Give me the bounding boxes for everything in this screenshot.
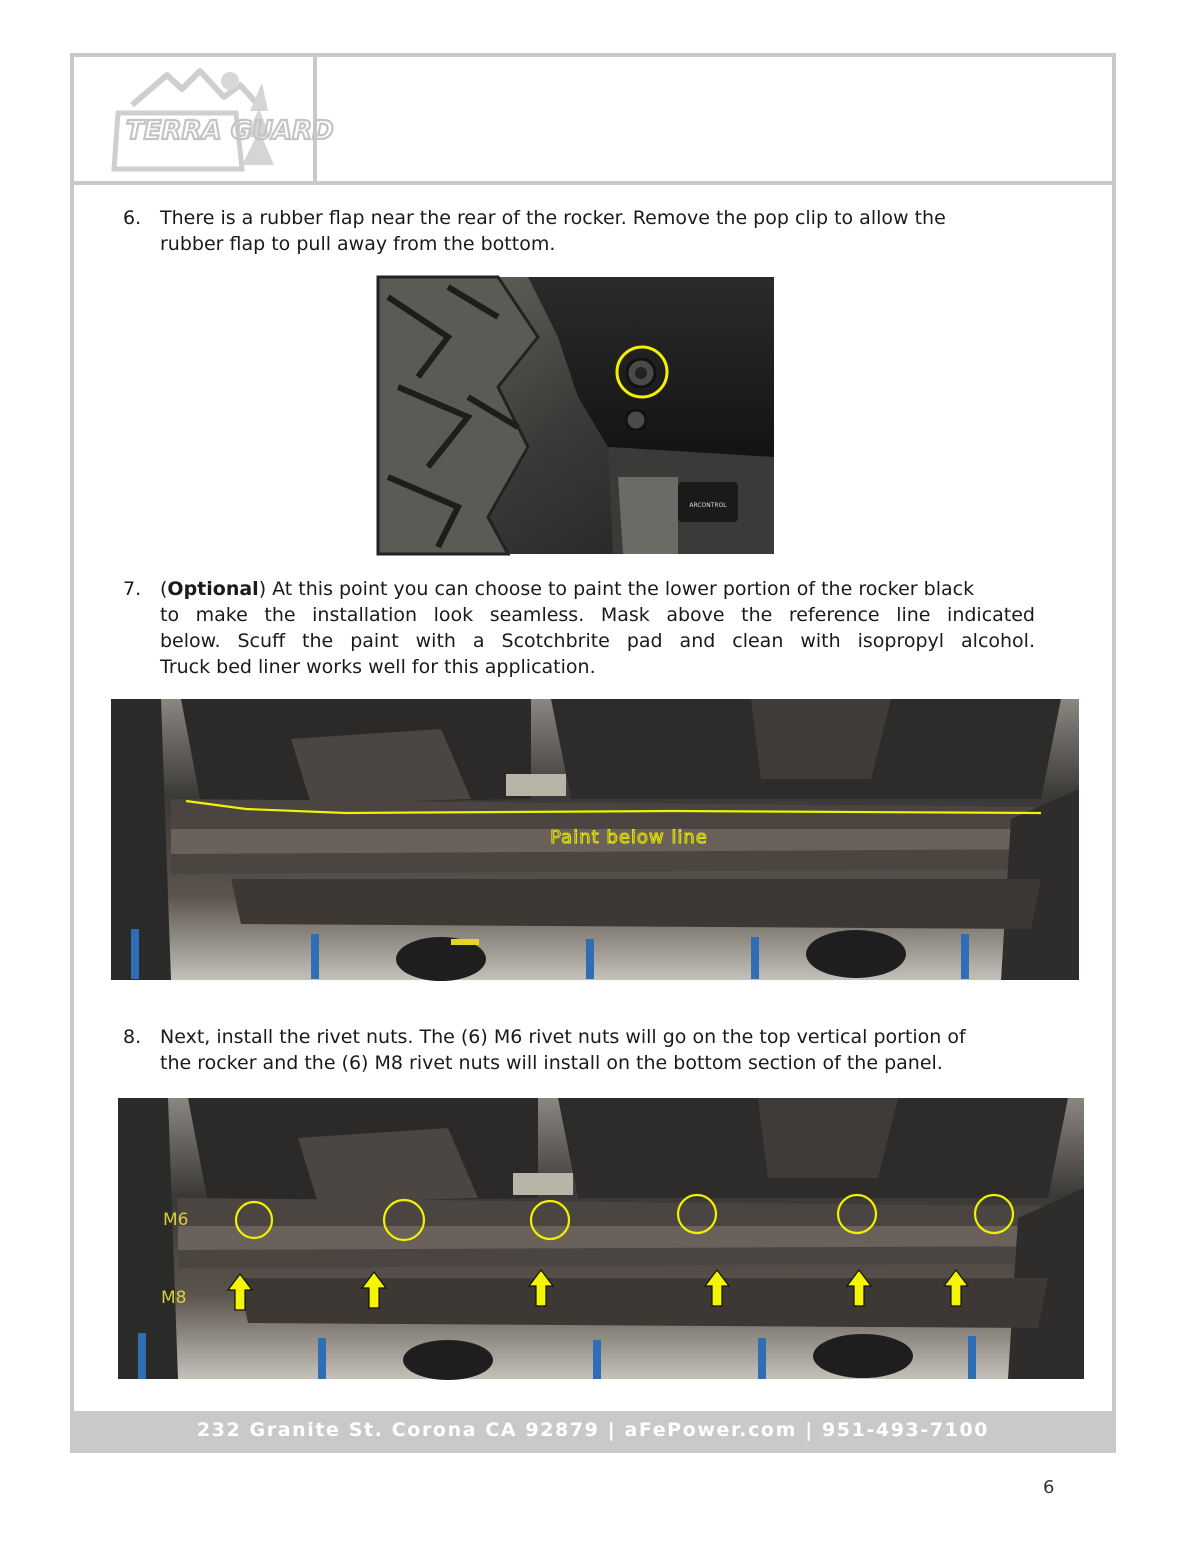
photo-paint-reference-line — [111, 699, 1079, 980]
logo-text: TERRA GUARD — [126, 116, 334, 146]
step-line: There is a rubber flap near the rear of the rocker. Remove the pop clip to allow the — [160, 207, 946, 229]
step-line: Next, install the rivet nuts. The (6) M6 rivet nuts will go on the top vertical portion of — [160, 1026, 966, 1048]
step-line: to make the installation look seamless. Mask above the reference line indicated — [160, 604, 1035, 626]
m6-label: M6 — [163, 1210, 189, 1230]
step-line — [160, 576, 1035, 602]
step-line-rest: ) At this point you can choose to paint the lower portion of the rocker black — [258, 578, 975, 600]
terra-guard-logo — [112, 65, 334, 173]
step-line: the rocker and the (6) M8 rivet nuts will install on the bottom section of the panel. — [160, 1052, 943, 1074]
step-text — [160, 576, 1035, 680]
page-header — [74, 57, 1112, 185]
photo-rubber-flap-pop-clip — [378, 277, 774, 554]
step-6 — [123, 205, 1035, 261]
m8-label: M8 — [161, 1288, 187, 1308]
step-8 — [123, 1024, 1035, 1080]
paint-below-line-label: Paint below line — [550, 827, 708, 848]
footer-contact-bar: 232 Granite St. Corona CA 92879 | aFePower.com | 951-493-7100 — [74, 1411, 1112, 1449]
paren: ( — [160, 578, 168, 600]
page-number: 6 — [1043, 1477, 1055, 1498]
step-line: rubber flap to pull away from the bottom. — [160, 233, 556, 255]
step-number: 7. — [123, 578, 142, 600]
step-text — [160, 205, 946, 257]
step-line: Truck bed liner works well for this application. — [160, 656, 596, 678]
step-number: 8. — [123, 1026, 142, 1048]
step-7 — [123, 576, 1035, 680]
logo-cell — [74, 57, 334, 181]
step-line: below. Scuff the paint with a Scotchbrite pad and clean with isopropyl alcohol. — [160, 630, 1035, 652]
optional-label: Optional — [167, 578, 259, 600]
step-number: 6. — [123, 207, 142, 229]
arcontrol-label: ARCONTROL — [689, 502, 727, 509]
photo-rivet-nut-locations — [118, 1098, 1084, 1379]
step-text — [160, 1024, 966, 1076]
